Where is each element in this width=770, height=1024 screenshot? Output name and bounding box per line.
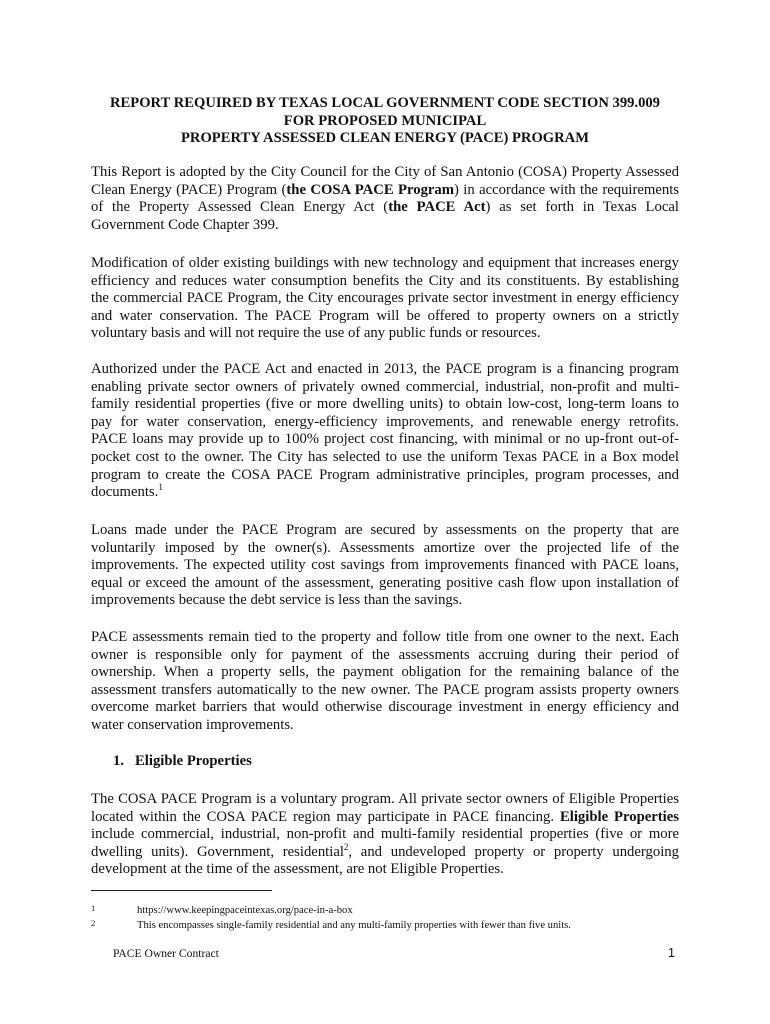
footnote-link-text[interactable]: https://www.keepingpaceintexas.org/pace-in-a-box — [137, 905, 353, 916]
footnote-mark: 2 — [91, 918, 96, 928]
loans-line: voluntarily imposed by the owner(s). Assessments amortize over the projected life of the — [91, 539, 679, 556]
authorized-line: program to create the COSA PACE Program administrative principles, program processes, and — [91, 466, 679, 483]
intro-line-2: Clean Energy (PACE) Program (the COSA PACE Program) in accordance with the requirements — [91, 181, 679, 198]
footnote-mark: 1 — [91, 903, 96, 913]
pace-act-term: the PACE Act — [388, 199, 486, 216]
loans-line: improvements. The expected utility cost savings from improvements financed with PACE loans, — [91, 557, 679, 574]
footnote-ref-2: 2 — [343, 841, 349, 852]
eligible-line-4: dwelling units). Government, residential$^2$, and undeveloped property or property undergoing — [91, 841, 679, 860]
footnote-2 — [91, 916, 691, 933]
assessments-line: ownership. When a property sells, the payment obligation for the remaining balance of the — [91, 664, 679, 681]
section-title: Eligible Properties — [135, 753, 252, 769]
authorized-line: PACE loans may provide up to 100% project cost financing, with minimal or no up-front out-of- — [91, 431, 679, 448]
loans-line: equal or exceed the amount of the assessment, generating positive cash flow upon installation of — [91, 574, 679, 591]
eligible-properties-paragraph — [91, 791, 679, 879]
authorized-line: enabling private sector owners of privately owned commercial, industrial, non-profit and multi- — [91, 378, 679, 395]
eligible-line-1: The COSA PACE Program is a voluntary program. All private sector owners of Eligible Properties — [91, 791, 679, 807]
footnote-text: This encompasses single-family residential and any multi-family properties with fewer than five units. — [137, 920, 571, 931]
modification-line: efficiency and reduces water consumption benefits the City and its constituents. By establishing — [91, 272, 679, 289]
assessments-line: owner is responsible only for payment of the assessments accruing during their period of — [91, 646, 679, 663]
modification-paragraph — [91, 255, 679, 343]
eligible-line-2: located within the COSA PACE region may participate in PACE financing. Eligible Properties — [91, 808, 679, 825]
assessments-line: PACE assessments remain tied to the property and follow title from one owner to the next. Each — [91, 629, 679, 645]
section-heading-eligible-properties — [113, 753, 252, 771]
assessments-line: assessment transfers automatically to the new owner. The PACE program assists property owners — [91, 681, 679, 698]
authorized-line: pay for water conservation, energy-efficiency improvements, and renewable energy retrofits. — [91, 413, 679, 430]
modification-line: and water conservation. The PACE Program will be offered to property owners on a strictly — [91, 307, 679, 324]
intro-paragraph — [91, 164, 679, 234]
assessments-paragraph — [91, 629, 679, 735]
modification-line: Modification of older existing buildings with new technology and equipment that increases energy — [91, 255, 679, 271]
intro-line-1: This Report is adopted by the City Council for the City of San Antonio (COSA) Property Assessed — [91, 164, 679, 180]
heading-line-1: REPORT REQUIRED BY TEXAS LOCAL GOVERNMENT CODE SECTION 399.009 — [110, 95, 660, 111]
assessments-line: overcome market barriers that would otherwise discourage investment in energy efficiency and — [91, 699, 679, 716]
authorized-line-last: documents.$^1$ — [91, 482, 163, 501]
heading-line-3: PROPERTY ASSESSED CLEAN ENERGY (PACE) PROGRAM — [180, 130, 589, 147]
cosa-pace-program-term: the COSA PACE Program — [286, 181, 455, 198]
modification-line: voluntary basis and will not require the use of any public funds or resources. — [91, 325, 541, 342]
authorized-line: Authorized under the PACE Act and enacted in 2013, the PACE program is a financing program — [91, 361, 679, 377]
modification-line: the commercial PACE Program, the City encourages private sector investment in energy efficiency — [91, 290, 679, 307]
section-number: 1. — [113, 753, 125, 769]
authorized-line: family residential properties (five or more dwelling units) to obtain low-cost, long-term loans to — [91, 396, 679, 413]
intro-line-3: of the Property Assessed Clean Energy Act (the PACE Act) as set forth in Texas Local — [91, 199, 679, 216]
loans-line: improvements because the debt service is less than the savings. — [91, 592, 463, 609]
loans-paragraph — [91, 522, 679, 610]
authorized-line: pocket cost to the owner. The City has selected to use the uniform Texas PACE in a Box model — [91, 448, 679, 465]
footer-label: PACE Owner Contract — [113, 947, 219, 960]
assessments-line: water conservation improvements. — [91, 716, 294, 733]
heading-line-2: FOR PROPOSED MUNICIPAL — [283, 112, 487, 129]
page-number: 1 — [668, 946, 675, 960]
report-heading — [91, 95, 679, 148]
eligible-line-3: include commercial, industrial, non-profit and multi-family residential properties (five or more — [91, 826, 679, 843]
eligible-line-5: development at the time of the assessment, are not Eligible Properties. — [91, 861, 504, 878]
footnote-ref-1: 1 — [158, 482, 163, 493]
intro-line-4: Government Code Chapter 399. — [91, 216, 279, 233]
loans-line: Loans made under the PACE Program are secured by assessments on the property that are — [91, 522, 679, 538]
footnote-divider — [91, 890, 272, 891]
eligible-properties-term: Eligible Properties — [559, 808, 679, 825]
authorized-paragraph — [91, 361, 679, 502]
